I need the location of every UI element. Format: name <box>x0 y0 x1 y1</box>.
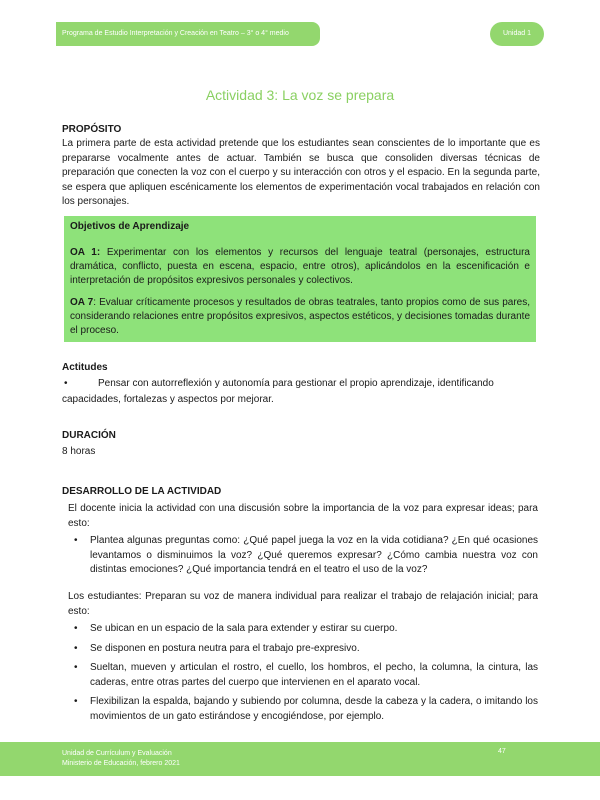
header-program-text: Programa de Estudio Interpretación y Creación en Teatro – 3° o 4° medio <box>62 30 289 37</box>
objectives-box <box>64 216 536 342</box>
intro-list <box>72 534 538 583</box>
bullet-icon: • <box>74 535 78 546</box>
oa-1 <box>70 246 530 288</box>
list-item <box>72 622 538 637</box>
footer-bar <box>0 742 600 776</box>
activity-title: Actividad 3: La voz se prepara <box>205 87 395 103</box>
actitudes-heading: Actitudes <box>62 362 108 373</box>
desarrollo-students: Los estudiantes: Preparan su voz de manera individual para realizar el trabajo de relajación inicial; para esto: <box>68 591 538 617</box>
duracion-heading: DURACIÓN <box>62 430 116 441</box>
duracion-value: 8 horas <box>62 446 96 457</box>
students-list <box>72 622 538 729</box>
desarrollo-intro: El docente inicia la actividad con una discusión sobre la importancia de la voz para expresar ideas; para esto: <box>68 503 538 529</box>
actitudes-bullet: • <box>64 378 68 389</box>
list-item-text: Plantea algunas preguntas como: ¿Qué papel juega la voz en la vida cotidiana? ¿En qué ocasiones levantamos o disminuimos la voz? ¿Qué queremos expresar? ¿Cómo cambia nuestra voz con distintas emociones? ¿Qué importancia tendrá en el teatro el uso de la voz? <box>90 535 538 575</box>
page-number: 47 <box>498 748 506 755</box>
proposito-text: La primera parte de esta actividad pretende que los estudiantes sean conscientes de lo importante que es prepararse vocalmente antes de actuar. También se busca que consoliden diversas técnicas de preparación que conecten la voz con el cuerpo y su interacción con otros y el espacio. En la segunda parte, se espera que apliquen escénicamente los elementos de experimentación vocal trabajados en relación con los personajes. <box>62 138 540 207</box>
unit-badge-text: Unidad 1 <box>502 30 532 37</box>
oa-7 <box>70 296 530 338</box>
proposito-heading: PROPÓSITO <box>62 124 122 135</box>
oa-1-code: OA 1: <box>70 247 101 258</box>
list-item-text: Se disponen en postura neutra para el trabajo pre-expresivo. <box>90 642 360 654</box>
header-program-bar <box>56 22 320 46</box>
bullet-icon: • <box>74 696 78 707</box>
actitudes-line-2: capacidades, fortalezas y aspectos por mejorar. <box>62 394 274 405</box>
footer-credits <box>62 749 180 769</box>
footer-line-2: Ministerio de Educación, febrero 2021 <box>62 760 180 767</box>
bullet-icon: • <box>74 623 78 634</box>
bullet-icon: • <box>74 642 78 654</box>
list-item <box>72 534 538 578</box>
list-item <box>72 661 538 690</box>
oa-1-text: Experimentar con los elementos y recursos del lenguaje teatral (personajes, estructura dramática, conflicto, puesta en escena, espacio, entre otros), aplicándolos en la escenificación e interpretación de propósitos expresivos personales y colectivos. <box>70 247 530 286</box>
bullet-icon: • <box>74 662 78 673</box>
desarrollo-heading: DESARROLLO DE LA ACTIVIDAD <box>62 486 222 497</box>
list-item-text: Sueltan, mueven y articulan el rostro, el cuello, los hombros, el pecho, la columna, la cintura, las caderas, entre otras partes del cuerpo que intervienen en el aparato vocal. <box>90 662 538 688</box>
oa-7-text: : Evaluar críticamente procesos y resultados de obras teatrales, tanto propios como de sus pares, considerando relaciones entre propósitos expresivos, aspectos estéticos, y decisiones tomadas durante el proceso. <box>70 297 531 336</box>
footer-line-1: Unidad de Currículum y Evaluación <box>62 750 172 757</box>
list-item-text: Se ubican en un espacio de la sala para extender y estirar su cuerpo. <box>90 623 398 634</box>
actitudes-line-1: Pensar con autorreflexión y autonomía para gestionar el propio aprendizaje, identificando <box>98 378 494 389</box>
oa-7-code: OA 7 <box>70 297 94 308</box>
objectives-heading: Objetivos de Aprendizaje <box>70 221 190 232</box>
unit-badge <box>490 22 544 46</box>
list-item <box>72 642 538 657</box>
list-item <box>72 695 538 724</box>
list-item-text: Flexibilizan la espalda, bajando y subiendo por columna, desde la cabeza y la cadera, o imitando los movimientos de un gato estirándose y encogiéndose, por ejemplo. <box>90 696 538 722</box>
